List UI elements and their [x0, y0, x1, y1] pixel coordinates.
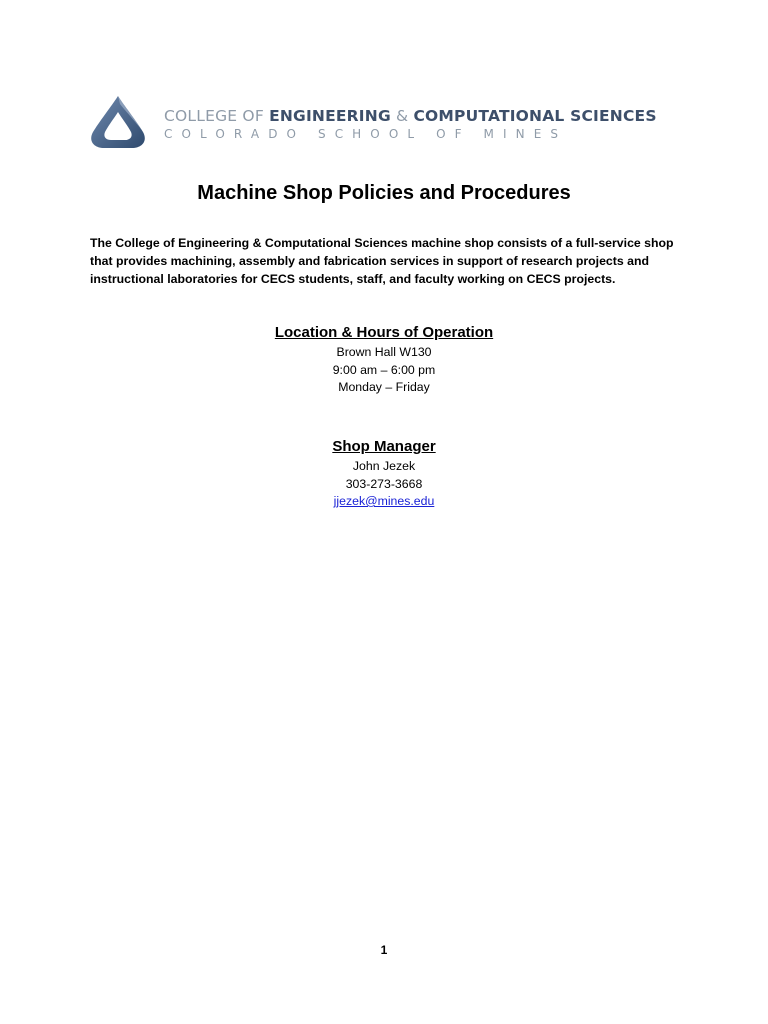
logo-prefix: COLLEGE OF	[164, 107, 264, 125]
manager-phone: 303-273-3668	[345, 476, 423, 491]
logo-school-name: COLORADO SCHOOL OF MINES	[164, 127, 568, 141]
document-title: Machine Shop Policies and Procedures	[197, 182, 571, 204]
mines-triangle-logo-icon	[90, 94, 146, 150]
location-heading: Location & Hours of Operation	[274, 324, 494, 341]
page-number: 1	[380, 943, 388, 957]
location-section	[0, 323, 768, 397]
manager-section	[0, 437, 768, 511]
manager-heading: Shop Manager	[332, 438, 436, 455]
location-hours: 9:00 am – 6:00 pm	[332, 362, 436, 377]
logo-computational: COMPUTATIONAL SCIENCES	[413, 107, 657, 125]
manager-email-link[interactable]: jjezek@mines.edu	[333, 494, 435, 508]
intro-paragraph: The College of Engineering & Computational Sciences machine shop consists of a full-service shop that provides machining, assembly and fabrication services in support of research projects and instructional laboratories for CECS students, staff, and faculty working on CECS projects.	[90, 236, 674, 286]
logo-wordmark	[164, 106, 674, 142]
college-logo	[90, 92, 675, 152]
location-building: Brown Hall W130	[336, 345, 432, 359]
manager-name: John Jezek	[352, 459, 416, 473]
logo-ampersand: &	[396, 107, 409, 125]
logo-engineering: ENGINEERING	[269, 107, 391, 125]
location-days: Monday – Friday	[338, 380, 430, 394]
logo-college-name	[164, 106, 674, 126]
